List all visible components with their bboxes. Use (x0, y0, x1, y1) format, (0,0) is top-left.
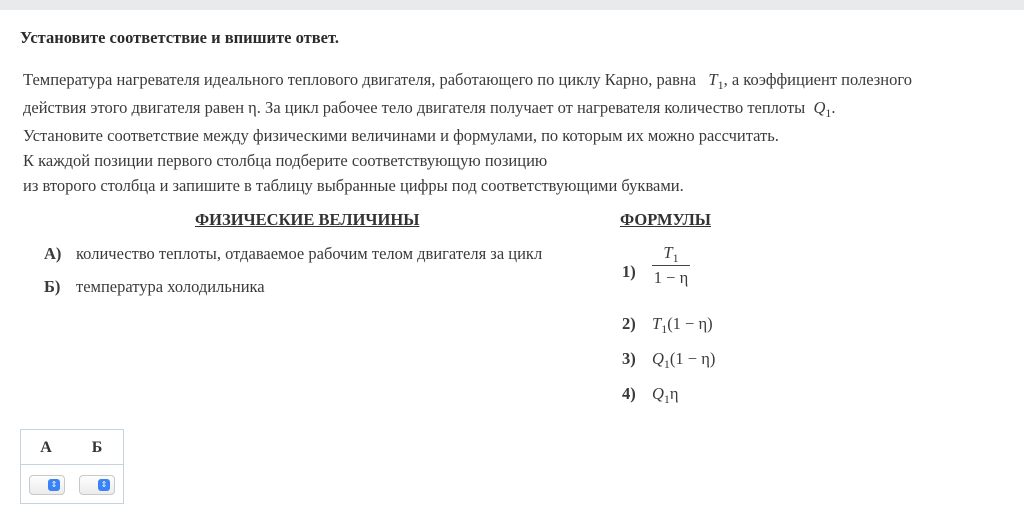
quantity-text: температура холодильника (76, 277, 265, 296)
quantity-text: количество теплоты, отдаваемое рабочим телом двигателя за цикл (76, 244, 543, 263)
formula-3 (622, 349, 715, 369)
answer-table (20, 429, 124, 504)
formula-4 (622, 384, 679, 404)
variable-t1 (708, 70, 724, 92)
answer-header-a: А (40, 439, 52, 456)
quantity-letter: Б) (44, 277, 61, 296)
problem-line-4: К каждой позиции первого столбца подберите соответствующую позицию (23, 151, 548, 170)
problem-line-2 (23, 98, 836, 118)
var-letter: T (663, 243, 673, 262)
formula-1-fraction (652, 243, 690, 288)
var-subscript: 1 (663, 392, 670, 406)
task-instruction: Установите соответствие и впишите ответ. (20, 28, 339, 47)
formula-rest: η (669, 384, 679, 403)
answer-select-a[interactable] (29, 475, 65, 495)
quantity-row-a (44, 244, 542, 264)
problem-line-1 (23, 70, 912, 90)
quantity-letter: А) (44, 244, 62, 263)
answer-header-b: Б (91, 439, 103, 456)
formulas-header: ФОРМУЛЫ (620, 210, 711, 229)
answer-select-b[interactable] (79, 475, 115, 495)
problem-line-5: из второго столбца и запишите в таблицу выбранные цифры под соответствующими буквами. (23, 176, 684, 195)
quantities-header: ФИЗИЧЕСКИЕ ВЕЛИЧИНЫ (195, 210, 420, 229)
var-subscript: 1 (672, 251, 679, 265)
formula-number: 3) (622, 349, 636, 368)
problem-text: действия этого двигателя равен η. За цикл рабочее тело двигателя получает от нагревателя количество теплоты (23, 98, 806, 117)
up-down-chevron-icon: ⇕ (98, 479, 110, 491)
formula-number: 4) (622, 384, 636, 403)
var-letter: Q (652, 349, 664, 368)
var-subscript: 1 (825, 106, 832, 120)
problem-text: Температура нагревателя идеального теплового двигателя, работающего по циклу Карно, равна (23, 70, 697, 89)
var-subscript: 1 (661, 322, 668, 336)
formula-2 (622, 314, 713, 334)
var-subscript: 1 (663, 357, 670, 371)
fraction-numerator (652, 243, 690, 266)
var-letter: T (652, 314, 662, 333)
var-letter: Q (652, 384, 664, 403)
problem-line-3: Установите соответствие между физическими величинами и формулами, по которым их можно рассчитать. (23, 126, 779, 145)
var-letter: Q (813, 98, 826, 117)
var-subscript: 1 (717, 78, 724, 92)
up-down-chevron-icon: ⇕ (48, 479, 60, 491)
formula-1-number (622, 262, 652, 282)
formula-rest: (1 − η) (669, 349, 716, 368)
top-bar (0, 0, 1024, 10)
problem-text: . (831, 98, 836, 117)
problem-text: , а коэффициент полезного (723, 70, 912, 89)
formula-number: 1) (622, 262, 636, 281)
variable-q1 (813, 98, 832, 120)
formula-number: 2) (622, 314, 636, 333)
formula-rest: (1 − η) (667, 314, 713, 333)
table-divider (21, 464, 123, 465)
fraction-denominator: 1 − η (653, 268, 689, 287)
quantity-row-b (44, 277, 265, 297)
var-letter: T (708, 70, 718, 89)
